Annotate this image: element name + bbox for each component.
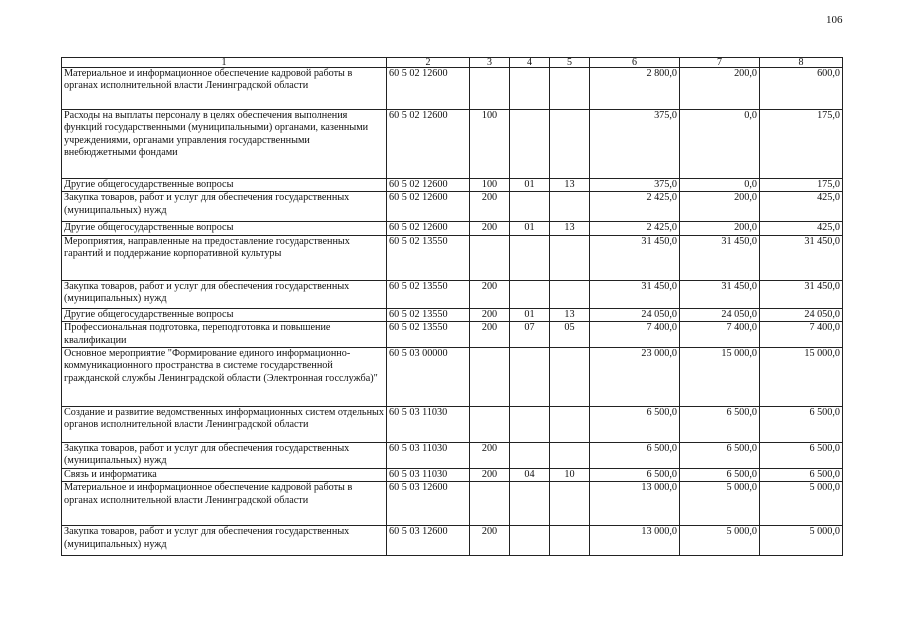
row-name-cell: Расходы на выплаты персоналу в целях обеспечения выполнения функций государственными (муниципальными) органами, казенными учреждениями, органами управления государственными внебюджетными фондами bbox=[62, 110, 387, 179]
table-header bbox=[62, 58, 843, 68]
row-section-cell bbox=[510, 526, 550, 556]
header-cell: 2 bbox=[387, 58, 470, 68]
header-cell: 4 bbox=[510, 58, 550, 68]
row-code-cell: 60 5 02 13550 bbox=[387, 322, 470, 348]
row-section-cell: 01 bbox=[510, 179, 550, 192]
table-row bbox=[62, 526, 843, 556]
row-section-cell bbox=[510, 407, 550, 443]
row-name-cell: Закупка товаров, работ и услуг для обеспечения государственных (муниципальных) нужд bbox=[62, 526, 387, 556]
row-value-col6-cell: 6 500,0 bbox=[590, 469, 680, 482]
row-value-col7-cell: 31 450,0 bbox=[680, 235, 760, 280]
row-code-cell: 60 5 02 12600 bbox=[387, 179, 470, 192]
row-expense-type-cell bbox=[470, 482, 510, 526]
row-value-col8-cell: 425,0 bbox=[760, 222, 843, 235]
row-value-col6-cell: 375,0 bbox=[590, 179, 680, 192]
table-row bbox=[62, 68, 843, 110]
row-code-cell: 60 5 03 11030 bbox=[387, 469, 470, 482]
row-value-col7-cell: 5 000,0 bbox=[680, 482, 760, 526]
row-expense-type-cell bbox=[470, 407, 510, 443]
row-value-col8-cell: 5 000,0 bbox=[760, 526, 843, 556]
row-value-col7-cell: 5 000,0 bbox=[680, 526, 760, 556]
row-value-col6-cell: 2 425,0 bbox=[590, 222, 680, 235]
row-value-col7-cell: 24 050,0 bbox=[680, 308, 760, 321]
row-value-col6-cell: 6 500,0 bbox=[590, 443, 680, 469]
table-row bbox=[62, 469, 843, 482]
row-subsection-cell: 13 bbox=[550, 179, 590, 192]
row-value-col6-cell: 31 450,0 bbox=[590, 235, 680, 280]
row-value-col7-cell: 0,0 bbox=[680, 179, 760, 192]
table-row bbox=[62, 222, 843, 235]
row-expense-type-cell: 200 bbox=[470, 443, 510, 469]
row-code-cell: 60 5 02 13550 bbox=[387, 308, 470, 321]
row-code-cell: 60 5 03 11030 bbox=[387, 443, 470, 469]
row-value-col6-cell: 24 050,0 bbox=[590, 308, 680, 321]
row-name-cell: Другие общегосударственные вопросы bbox=[62, 179, 387, 192]
row-subsection-cell: 10 bbox=[550, 469, 590, 482]
row-code-cell: 60 5 02 12600 bbox=[387, 192, 470, 222]
row-value-col8-cell: 5 000,0 bbox=[760, 482, 843, 526]
row-code-cell: 60 5 02 12600 bbox=[387, 222, 470, 235]
table-row bbox=[62, 235, 843, 280]
table-body bbox=[62, 68, 843, 556]
table-row bbox=[62, 192, 843, 222]
row-value-col7-cell: 15 000,0 bbox=[680, 348, 760, 407]
budget-table bbox=[61, 57, 843, 556]
page-number: 106 bbox=[826, 14, 843, 26]
row-subsection-cell bbox=[550, 443, 590, 469]
header-cell: 5 bbox=[550, 58, 590, 68]
row-subsection-cell bbox=[550, 526, 590, 556]
header-cell: 8 bbox=[760, 58, 843, 68]
header-cell: 6 bbox=[590, 58, 680, 68]
row-value-col6-cell: 2 800,0 bbox=[590, 68, 680, 110]
row-subsection-cell bbox=[550, 280, 590, 308]
row-subsection-cell bbox=[550, 482, 590, 526]
row-section-cell: 01 bbox=[510, 222, 550, 235]
row-value-col6-cell: 23 000,0 bbox=[590, 348, 680, 407]
row-value-col7-cell: 0,0 bbox=[680, 110, 760, 179]
table-row bbox=[62, 348, 843, 407]
row-name-cell: Другие общегосударственные вопросы bbox=[62, 308, 387, 321]
row-name-cell: Материальное и информационное обеспечение кадровой работы в органах исполнительной власти Ленинградской области bbox=[62, 68, 387, 110]
row-expense-type-cell: 200 bbox=[470, 222, 510, 235]
row-value-col6-cell: 2 425,0 bbox=[590, 192, 680, 222]
row-code-cell: 60 5 03 11030 bbox=[387, 407, 470, 443]
row-subsection-cell: 05 bbox=[550, 322, 590, 348]
row-value-col7-cell: 6 500,0 bbox=[680, 469, 760, 482]
row-expense-type-cell: 200 bbox=[470, 280, 510, 308]
row-code-cell: 60 5 03 12600 bbox=[387, 526, 470, 556]
row-name-cell: Закупка товаров, работ и услуг для обеспечения государственных (муниципальных) нужд bbox=[62, 192, 387, 222]
row-subsection-cell bbox=[550, 110, 590, 179]
row-section-cell bbox=[510, 348, 550, 407]
row-section-cell bbox=[510, 280, 550, 308]
row-code-cell: 60 5 03 12600 bbox=[387, 482, 470, 526]
row-name-cell: Основное мероприятие "Формирование единого информационно-коммуникационного пространства в системе государственной гражданской службы Ленинградской области (Электронная госслужба)" bbox=[62, 348, 387, 407]
row-value-col8-cell: 31 450,0 bbox=[760, 280, 843, 308]
row-value-col7-cell: 200,0 bbox=[680, 68, 760, 110]
row-value-col7-cell: 6 500,0 bbox=[680, 443, 760, 469]
row-section-cell bbox=[510, 443, 550, 469]
row-name-cell: Создание и развитие ведомственных информационных систем отдельных органов исполнительной власти Ленинградской области bbox=[62, 407, 387, 443]
row-subsection-cell: 13 bbox=[550, 308, 590, 321]
table-row bbox=[62, 482, 843, 526]
table-row bbox=[62, 110, 843, 179]
row-expense-type-cell: 200 bbox=[470, 469, 510, 482]
row-value-col8-cell: 6 500,0 bbox=[760, 407, 843, 443]
row-expense-type-cell bbox=[470, 68, 510, 110]
table-row bbox=[62, 280, 843, 308]
row-subsection-cell: 13 bbox=[550, 222, 590, 235]
row-value-col7-cell: 200,0 bbox=[680, 192, 760, 222]
row-value-col8-cell: 6 500,0 bbox=[760, 443, 843, 469]
row-value-col8-cell: 15 000,0 bbox=[760, 348, 843, 407]
row-section-cell: 07 bbox=[510, 322, 550, 348]
row-name-cell: Закупка товаров, работ и услуг для обеспечения государственных (муниципальных) нужд bbox=[62, 443, 387, 469]
row-expense-type-cell: 200 bbox=[470, 192, 510, 222]
row-code-cell: 60 5 02 13550 bbox=[387, 235, 470, 280]
row-value-col6-cell: 6 500,0 bbox=[590, 407, 680, 443]
row-section-cell bbox=[510, 482, 550, 526]
row-code-cell: 60 5 02 12600 bbox=[387, 110, 470, 179]
row-value-col8-cell: 6 500,0 bbox=[760, 469, 843, 482]
row-code-cell: 60 5 02 12600 bbox=[387, 68, 470, 110]
header-cell: 3 bbox=[470, 58, 510, 68]
row-expense-type-cell: 200 bbox=[470, 526, 510, 556]
row-value-col7-cell: 200,0 bbox=[680, 222, 760, 235]
row-name-cell: Материальное и информационное обеспечение кадровой работы в органах исполнительной власти Ленинградской области bbox=[62, 482, 387, 526]
row-value-col6-cell: 13 000,0 bbox=[590, 482, 680, 526]
row-value-col7-cell: 7 400,0 bbox=[680, 322, 760, 348]
row-value-col8-cell: 175,0 bbox=[760, 110, 843, 179]
header-cell: 1 bbox=[62, 58, 387, 68]
row-section-cell bbox=[510, 110, 550, 179]
row-value-col8-cell: 31 450,0 bbox=[760, 235, 843, 280]
table-row bbox=[62, 322, 843, 348]
row-code-cell: 60 5 02 13550 bbox=[387, 280, 470, 308]
row-subsection-cell bbox=[550, 68, 590, 110]
row-value-col6-cell: 375,0 bbox=[590, 110, 680, 179]
table-row bbox=[62, 179, 843, 192]
row-expense-type-cell: 200 bbox=[470, 308, 510, 321]
row-name-cell: Связь и информатика bbox=[62, 469, 387, 482]
row-subsection-cell bbox=[550, 348, 590, 407]
row-expense-type-cell: 100 bbox=[470, 110, 510, 179]
table-row bbox=[62, 443, 843, 469]
row-value-col8-cell: 175,0 bbox=[760, 179, 843, 192]
row-section-cell bbox=[510, 192, 550, 222]
row-section-cell: 01 bbox=[510, 308, 550, 321]
row-name-cell: Мероприятия, направленные на предоставление государственных гарантий и поддержание корпоративной культуры bbox=[62, 235, 387, 280]
row-expense-type-cell bbox=[470, 235, 510, 280]
header-row bbox=[62, 58, 843, 68]
row-section-cell bbox=[510, 235, 550, 280]
row-expense-type-cell: 200 bbox=[470, 322, 510, 348]
row-name-cell: Профессиональная подготовка, переподготовка и повышение квалификации bbox=[62, 322, 387, 348]
row-value-col6-cell: 13 000,0 bbox=[590, 526, 680, 556]
row-value-col6-cell: 7 400,0 bbox=[590, 322, 680, 348]
row-code-cell: 60 5 03 00000 bbox=[387, 348, 470, 407]
row-expense-type-cell bbox=[470, 348, 510, 407]
row-value-col8-cell: 600,0 bbox=[760, 68, 843, 110]
row-value-col6-cell: 31 450,0 bbox=[590, 280, 680, 308]
row-name-cell: Закупка товаров, работ и услуг для обеспечения государственных (муниципальных) нужд bbox=[62, 280, 387, 308]
row-subsection-cell bbox=[550, 192, 590, 222]
row-expense-type-cell: 100 bbox=[470, 179, 510, 192]
row-value-col8-cell: 24 050,0 bbox=[760, 308, 843, 321]
row-value-col8-cell: 7 400,0 bbox=[760, 322, 843, 348]
row-name-cell: Другие общегосударственные вопросы bbox=[62, 222, 387, 235]
row-subsection-cell bbox=[550, 407, 590, 443]
row-section-cell bbox=[510, 68, 550, 110]
row-value-col8-cell: 425,0 bbox=[760, 192, 843, 222]
row-subsection-cell bbox=[550, 235, 590, 280]
row-value-col7-cell: 31 450,0 bbox=[680, 280, 760, 308]
header-cell: 7 bbox=[680, 58, 760, 68]
table-row bbox=[62, 308, 843, 321]
table-row bbox=[62, 407, 843, 443]
row-section-cell: 04 bbox=[510, 469, 550, 482]
row-value-col7-cell: 6 500,0 bbox=[680, 407, 760, 443]
